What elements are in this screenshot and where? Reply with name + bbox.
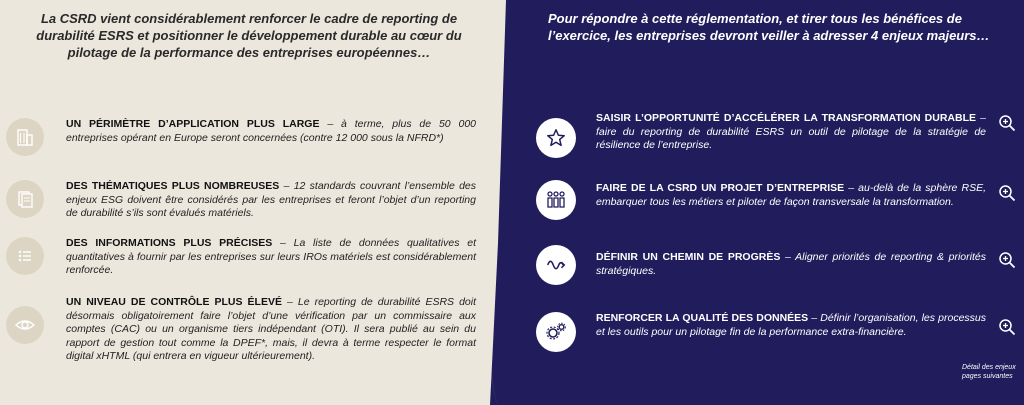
item-desc: – Aligner priorités de reporting & priorités stratégiques. (596, 251, 986, 277)
star-icon (536, 118, 576, 158)
item-title: UN PÉRIMÈTRE D’APPLICATION PLUS LARGE (66, 118, 320, 130)
documents-icon (6, 180, 44, 218)
path-arrow-icon (536, 245, 576, 285)
building-icon (6, 118, 44, 156)
item-title: DES INFORMATIONS PLUS PRÉCISES (66, 237, 273, 249)
right-header: Pour répondre à cette réglementation, et tirer tous les bénéfices de l’exercice, les entreprises devront veiller à adresser 4 enjeux majeurs… (548, 11, 990, 43)
footnote-line-1: Détail des enjeux (962, 364, 1016, 371)
zoom-in-icon[interactable] (998, 114, 1016, 132)
item-desc: – 12 standards couvrant l’ensemble des enjeux ESG doivent être considérés par les entreprises et feront l’objet d’un reporting de durabilité s’ils sont évalués matériels. (66, 180, 477, 219)
eye-icon (6, 306, 44, 344)
zoom-in-icon[interactable] (998, 318, 1016, 336)
item-desc: – à terme, plus de 50 000 entreprises opérant en Europe seront concernées (contre 12 000 sous la NFRD*) (66, 118, 476, 144)
item-desc: – au-delà de la sphère RSE, embarquer tous les métiers et piloter de façon transversale la transformation. (596, 182, 986, 208)
zoom-in-icon[interactable] (998, 184, 1016, 202)
item-title: UN NIVEAU DE CONTRÔLE PLUS ÉLEVÉ (66, 296, 282, 308)
item-title: RENFORCER LA QUALITÉ DES DONNÉES (596, 312, 809, 324)
item-title: DES THÉMATIQUES PLUS NOMBREUSES (66, 180, 280, 192)
item-title: FAIRE DE LA CSRD UN PROJET D’ENTREPRISE (596, 182, 845, 194)
item-desc: – Le reporting de durabilité ESRS doit désormais obligatoirement faire l’objet d’une vérification par un commissaire aux comptes (CAC) ou un organisme tiers indépendant (OTI). Il sera publié au sein du rapport de gestion tout comme la DPEF*, mais, il devra à terme respecter le format digital xHTML (qui entrera en vigueur ultérieurement). (66, 296, 476, 362)
item-desc: – Définir l’organisation, les processus et les outils pour un pilotage fin de la performance extra-financière. (596, 312, 986, 338)
item-desc: – faire du reporting de durabilité ESRS un outil de pilotage de la stratégie de résilience de l’entreprise. (596, 112, 986, 151)
item-title: SAISIR L’OPPORTUNITÉ D’ACCÉLÉRER LA TRANSFORMATION DURABLE (596, 112, 977, 124)
item-desc: – La liste de données qualitatives et quantitatives à fournir par les entreprises sur leurs IROs matériels est considérablement renforcée. (66, 237, 476, 276)
item-title: DÉFINIR UN CHEMIN DE PROGRÈS (596, 251, 781, 263)
team-icon (536, 180, 576, 220)
left-header: La CSRD vient considérablement renforcer le cadre de reporting de durabilité ESRS et positionner le développement durable au cœur du pilotage de la performance des entreprises européennes… (36, 11, 462, 60)
list-icon (6, 237, 44, 275)
gears-icon (536, 312, 576, 352)
footnote-line-2: pages suivantes (962, 373, 1013, 380)
footnote (962, 363, 1024, 381)
zoom-in-icon[interactable] (998, 251, 1016, 269)
